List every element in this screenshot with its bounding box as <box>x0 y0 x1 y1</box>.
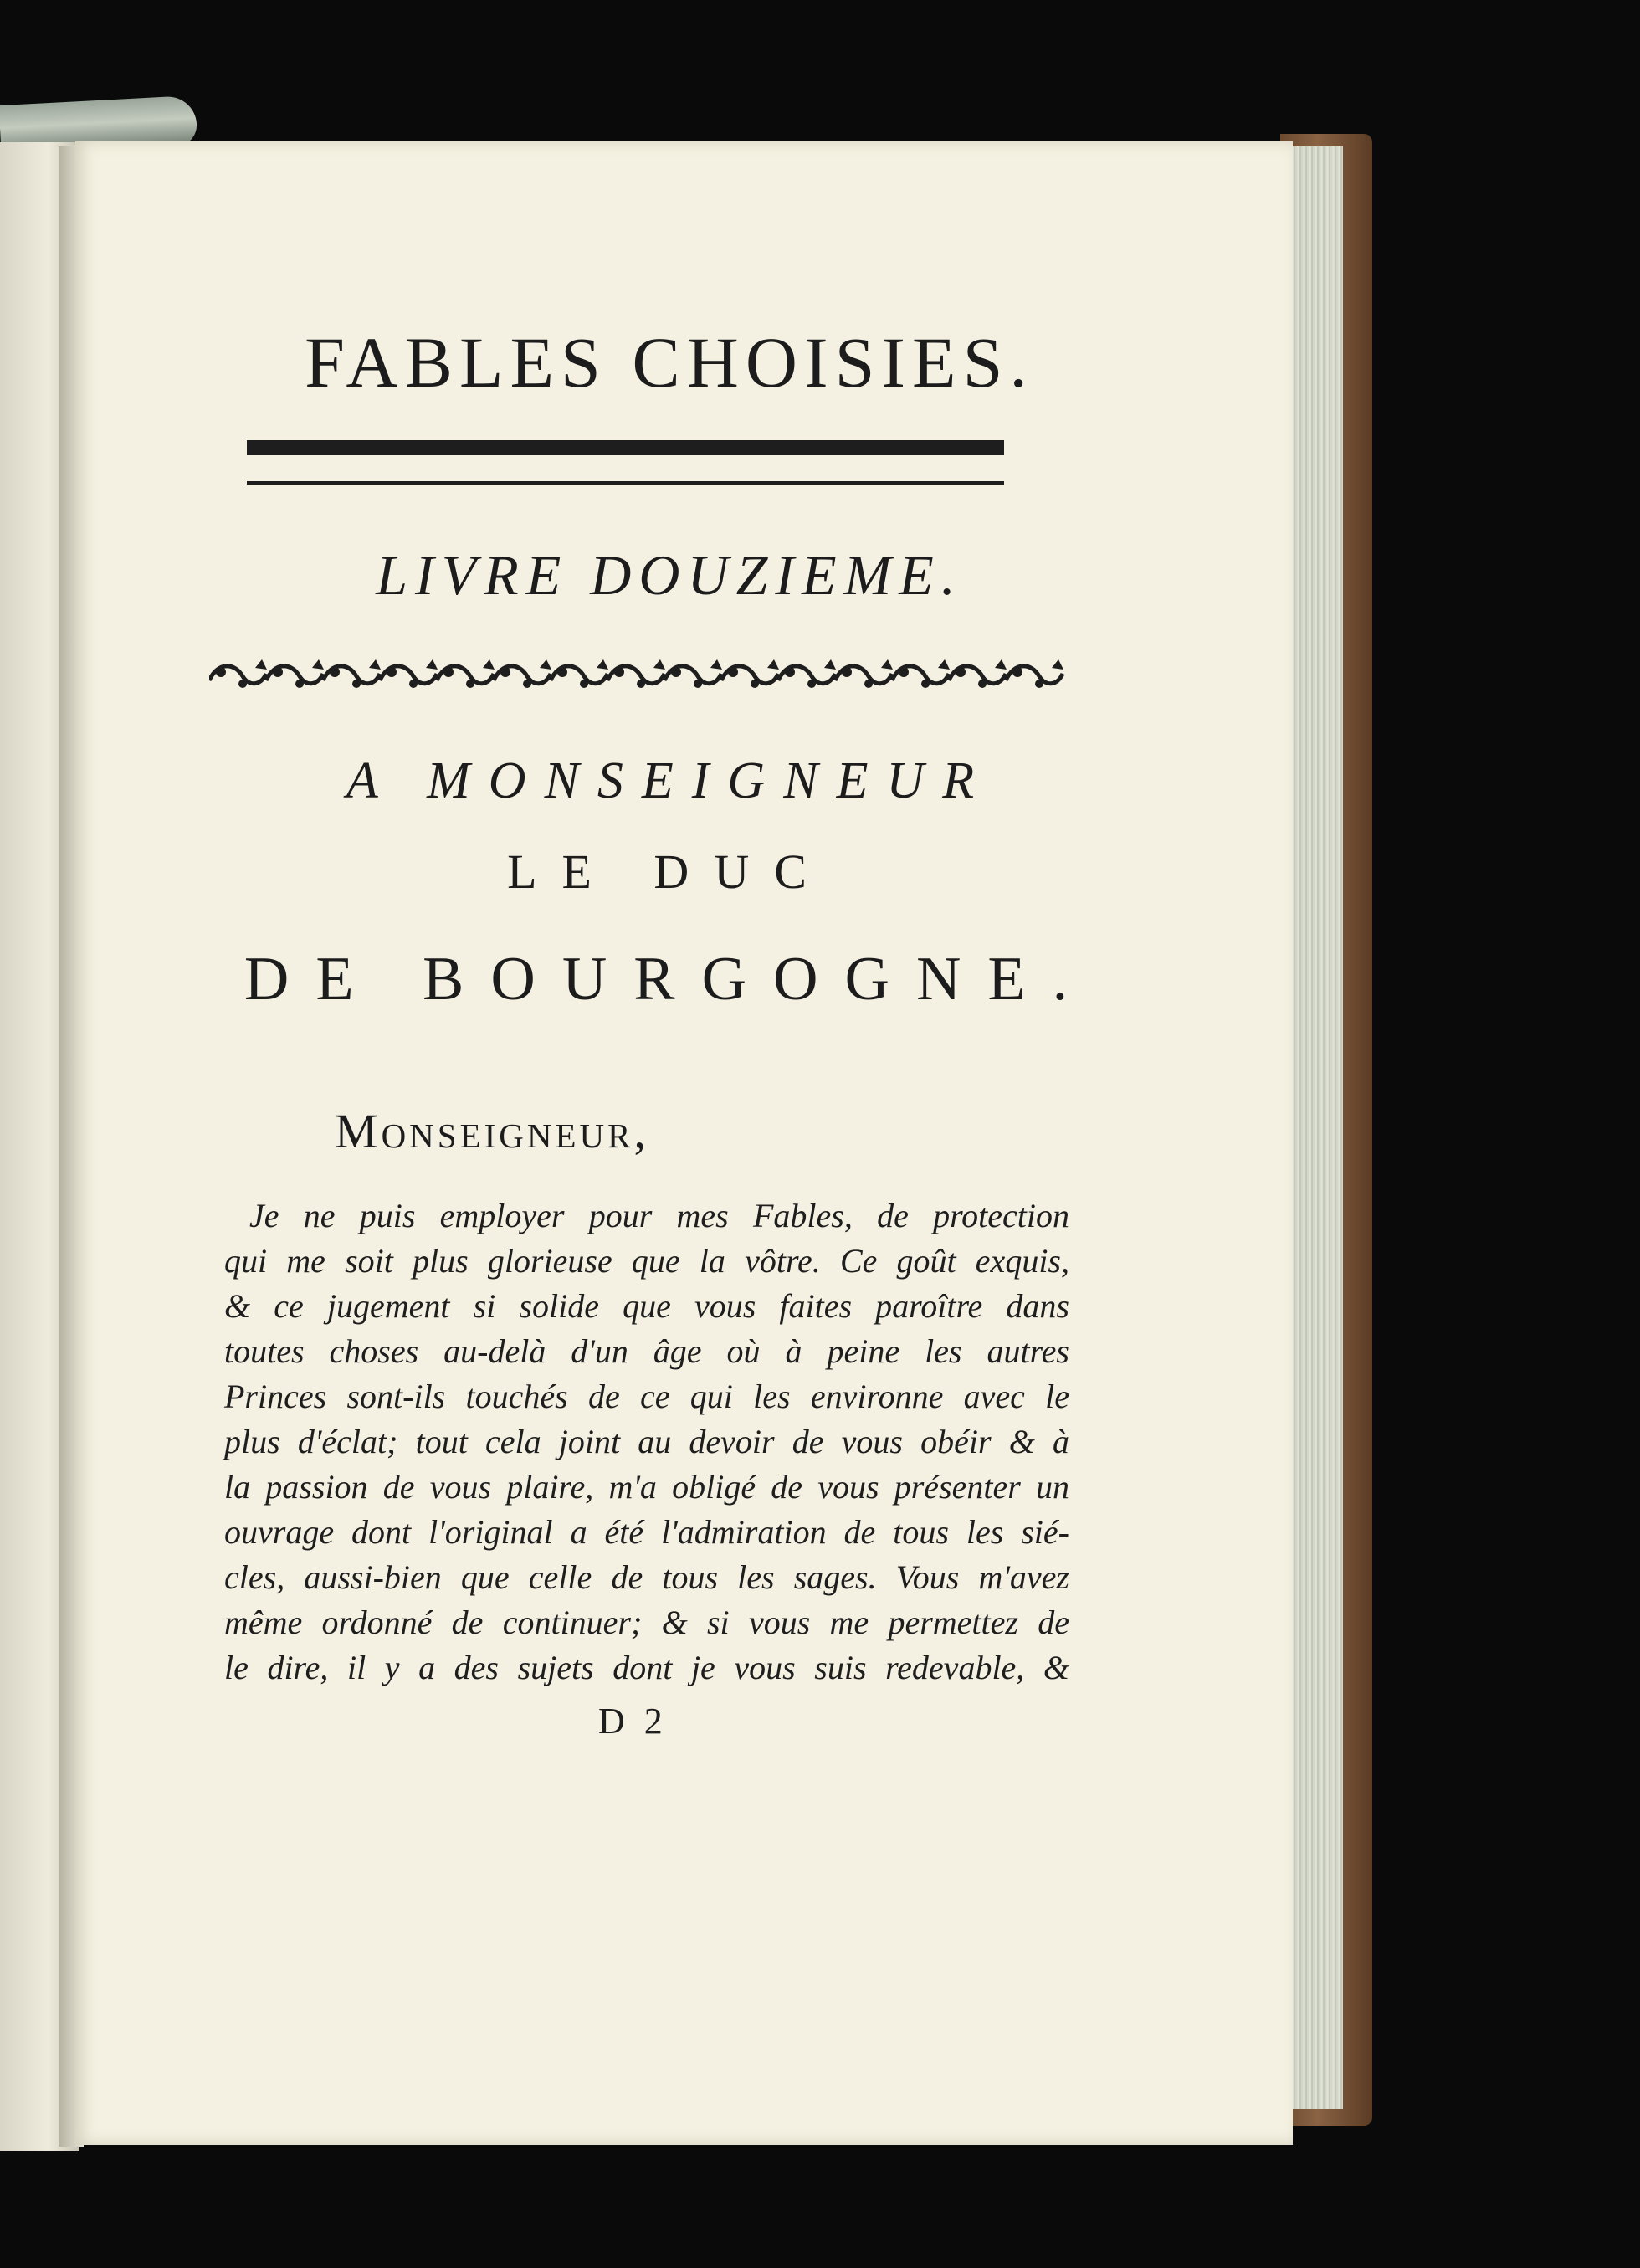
book-page <box>75 141 1293 2145</box>
signature-mark: D 2 <box>598 1701 668 1742</box>
text-line: cles, aussi-bien que celle de tous les sages. Vous m'avez <box>224 1558 1069 1596</box>
title-rule-thick <box>247 440 1004 455</box>
text-line: toutes choses au-delà d'un âge où à peine les autres <box>224 1332 1069 1370</box>
decorative-vine-ornament <box>209 651 1067 693</box>
text-line: plus d'éclat; tout cela joint au devoir de vous obéir & à <box>224 1423 1069 1460</box>
dedication-line-2: LE DUC <box>507 844 832 899</box>
text-line: ouvrage dont l'original a été l'admiration de tous les sié- <box>224 1513 1069 1551</box>
text-line: le dire, il y a des sujets dont je vous suis redevable, & <box>224 1649 1069 1686</box>
text-line: Je ne puis employer pour mes Fables, de protection <box>249 1197 1069 1234</box>
text-line: Princes sont-ils touchés de ce qui les environne avec le <box>224 1378 1069 1415</box>
page-title: FABLES CHOISIES. <box>305 322 1034 403</box>
page-stack-edge <box>1284 146 1343 2109</box>
dedication-line-3: DE BOURGOGNE. <box>243 945 1095 1013</box>
text-line: & ce jugement si solide que vous faites paroître dans <box>224 1287 1069 1325</box>
title-rule-thin <box>247 481 1004 485</box>
dedication-line-1: A MONSEIGNEUR <box>346 752 993 809</box>
book-heading: LIVRE DOUZIEME. <box>376 543 963 607</box>
text-line: la passion de vous plaire, m'a obligé de vous présenter un <box>224 1468 1069 1506</box>
text-line: même ordonné de continuer; & si vous me permettez de <box>224 1604 1069 1641</box>
body-paragraph <box>224 1193 1069 1691</box>
salutation: Monseigneur, <box>335 1104 650 1158</box>
text-line: qui me soit plus glorieuse que la vôtre. Ce goût exquis, <box>224 1242 1069 1280</box>
